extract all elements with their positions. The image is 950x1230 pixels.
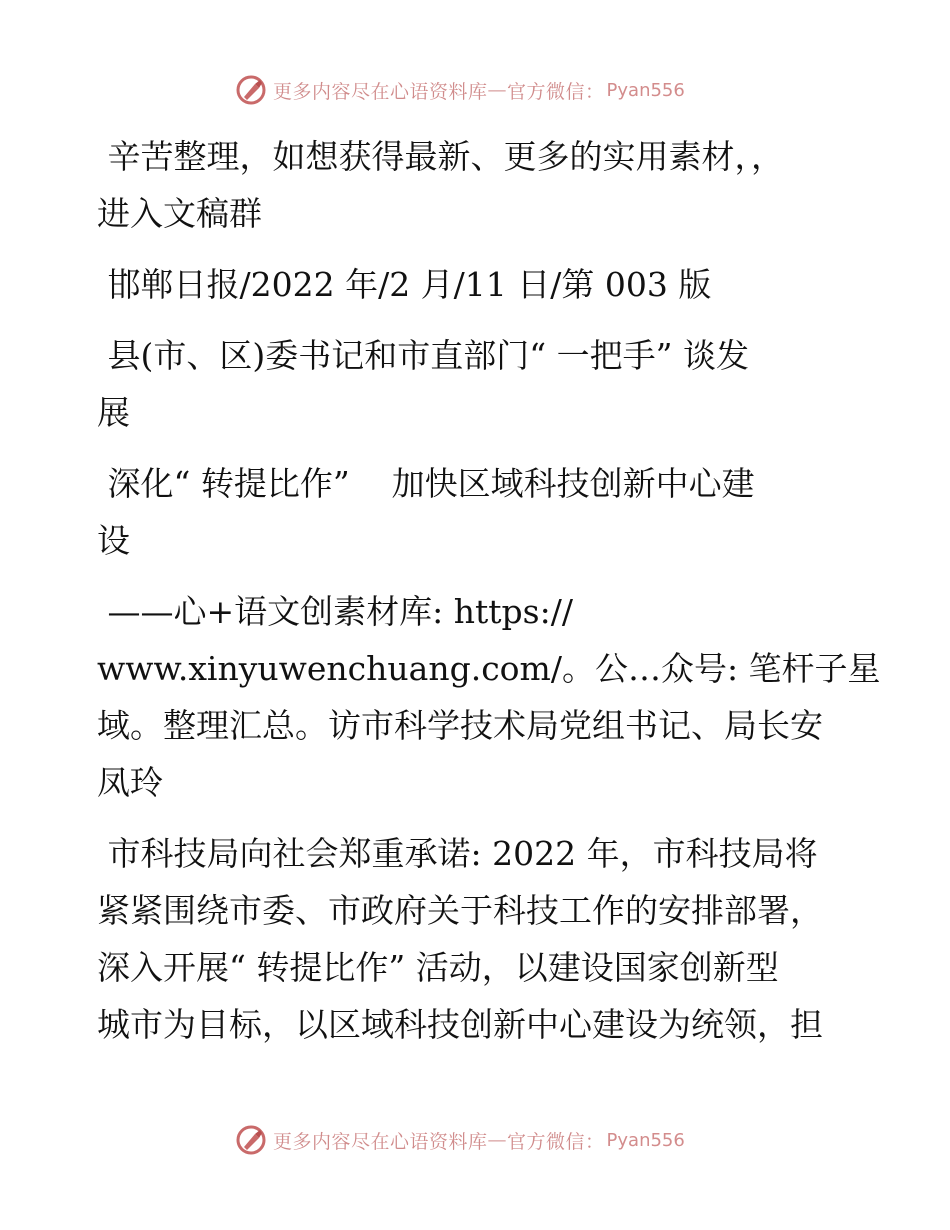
text-line: 城市为目标，以区域科技创新中心建设为统领，担	[97, 1005, 823, 1044]
text-line: 深化“ 转提比作” 加快区域科技创新中心建	[97, 464, 755, 503]
paragraph	[97, 256, 857, 313]
watermark-separator: —	[487, 79, 508, 101]
watermark-text: 更多内容尽在心语资料库	[273, 80, 488, 103]
watermark-text: 更多内容尽在心语资料库	[273, 1130, 488, 1153]
paragraph	[97, 455, 857, 569]
watermark-separator: —	[487, 1129, 508, 1151]
text-line: 进入文稿群	[97, 194, 262, 233]
document-body	[97, 128, 881, 1053]
watermark-suffix: 官方微信：	[507, 80, 605, 103]
watermark-suffix: 官方微信：	[507, 1130, 605, 1153]
text-line: 县(市、区)委书记和市直部门“ 一把手” 谈发	[97, 336, 749, 375]
text-line: 市科技局向社会郑重承诺: 2022 年，市科技局将	[97, 834, 818, 873]
text-line: 凤玲	[97, 763, 163, 802]
watermark-id: Pyan556	[606, 1129, 685, 1151]
text-line: 域。整理汇总。访市科学技术局党组书记、局长安	[97, 706, 823, 745]
text-line: www.xinyuwenchuang.com/。公…众号: 笔杆子星	[97, 649, 881, 688]
text-line: ——心+语文创素材库: https://	[97, 592, 573, 631]
text-line: 紧紧围绕市委、市政府关于科技工作的安排部署，	[97, 891, 823, 930]
text-line: 深入开展“ 转提比作” 活动，以建设国家创新型	[97, 948, 779, 987]
text-line: 辛苦整理，如想获得最新、更多的实用素材，，	[97, 137, 784, 176]
watermark-footer	[0, 1122, 950, 1158]
paragraph	[97, 327, 857, 441]
pen-nib-logo-icon	[235, 74, 267, 106]
paragraph	[97, 583, 881, 811]
text-line: 邯郸日报/2022 年/2 月/11 日/第 003 版	[97, 265, 712, 304]
watermark-id: Pyan556	[606, 79, 685, 101]
text-line: 设	[97, 521, 130, 560]
paragraph	[97, 825, 857, 1053]
text-line: 展	[97, 393, 130, 432]
paragraph	[97, 128, 857, 242]
watermark-header	[0, 72, 950, 108]
pen-nib-logo-icon	[235, 1124, 267, 1156]
